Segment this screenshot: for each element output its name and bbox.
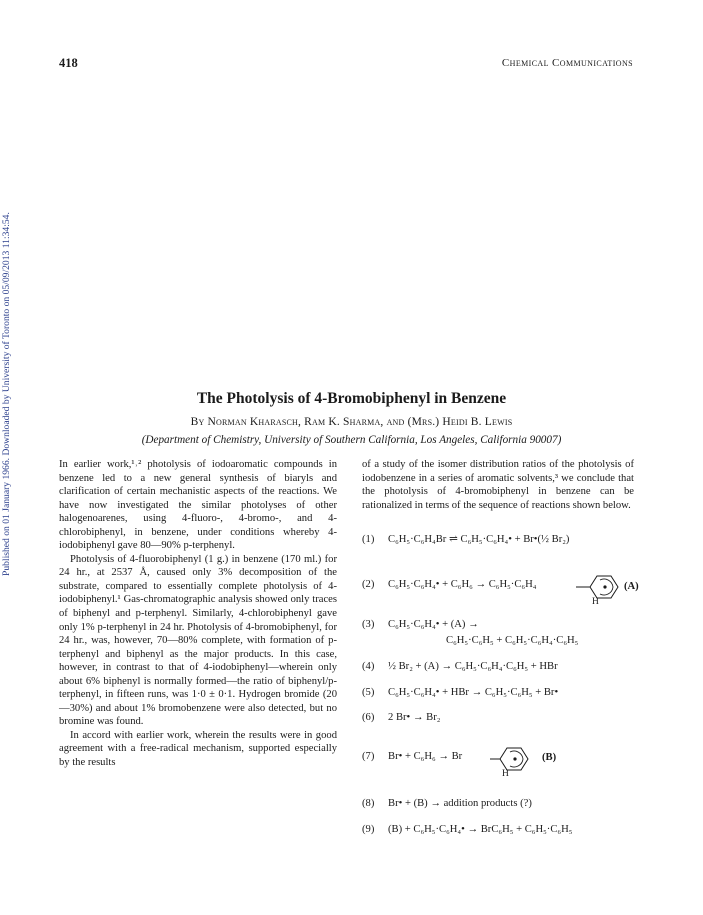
bromocyclohexadienyl-ring-icon [490,741,550,781]
paragraph: In accord with earlier work, wherein the results were in good agreement with a free-radical mechanism, supported especially by the results [59,729,337,769]
intermediate-label-b: (B) [542,752,557,763]
left-column [59,458,337,770]
reaction-equation: C₆H₅·C₆H₄Br ⇌ C₆H₅·C₆H₄• + Br•(½ Br₂) [388,534,570,545]
page-number: 418 [59,56,78,70]
paragraph: of a study of the isomer distribution ratios of the photolysis of iodobenzene in a series of aromatic solvents,³ we conclude that the photolysis of 4-bromobiphenyl in benzene can be rationalized in terms of the sequence of reactions shown below. [362,459,634,511]
reaction-number: (6) [362,712,375,723]
reaction-equation: Br• + C₆H₆ → Br [388,751,463,762]
reaction-5 [362,687,558,698]
ring-hydrogen-label: H [592,597,599,607]
download-stamp [1,156,15,576]
paragraph: In earlier work,¹˒² photolysis of iodoaromatic compounds in benzene led to a new general synthesis of biaryls and clarification of certain mechanistic aspects of the reactions. We have now investigated the similar photolyses of other halogenoarenes, using 4-fluoro-, 4-bromo-, and 4-chlorobiphenyl, in benzene, under conditions whereby 4-iodobiphenyl gave 80—90% p-terphenyl. [59,459,337,552]
reaction-2 [362,579,536,590]
reaction-number: (3) [362,619,375,630]
reaction-3 [362,619,479,630]
reaction-number: (8) [362,798,375,809]
reaction-number: (2) [362,579,375,590]
reaction-7 [362,751,462,762]
reaction-3-continuation: C₆H₅·C₆H₅ + C₆H₅·C₆H₄·C₆H₅ [446,635,579,646]
ring-hydrogen-label: H [502,769,509,779]
reaction-equation: ½ Br₂ + (A) → C₆H₅·C₆H₄·C₆H₅ + HBr [388,661,558,672]
article-title: The Photolysis of 4-Bromobiphenyl in Benzene [196,390,507,407]
reaction-equation: C₆H₅·C₆H₄• + (A) → [388,619,479,630]
article-affiliation: (Department of Chemistry, University of Southern California, Los Angeles, California 90007) [141,434,562,446]
reaction-equation: C₆H₅·C₆H₄• + HBr → C₆H₅·C₆H₅ + Br• [388,687,559,698]
paragraph: Photolysis of 4-fluorobiphenyl (1 g.) in benzene (170 ml.) for 24 hr., at 2537 Å, caused only 3% decomposition of the substrate, compared to essentially complete photolysis of 4-iodobiphenyl.¹ Gas-chromatographic analysis showed only traces of biphenyl and p-terphenyl. Similarly, 4-chlorobiphenyl gave only 1% p-terphenyl in 24 hr. Photolysis of 4-bromobiphenyl, for 24 hr., was, however, 70—80% complete, with formation of p-terphenyl and biphenyl as the major products. In this case, however, in contrast to that of 4-iodobiphenyl—wherein only about 6% biphenyl is normally formed—the ratio of biphenyl/p-terphenyl, in fifteen runs, was 1·0 ± 0·1. Hydrogen bromide (20—30%) and about 1% bromobenzene were also detected, but no bromine was found. [59,553,337,728]
reaction-equation: C₆H₅·C₆H₄• + C₆H₆ → C₆H₅·C₆H₄ [388,579,537,590]
article-authors: By Norman Kharasch, Ram K. Sharma, and (Mrs.) Heidi B. Lewis [190,416,513,428]
download-stamp-text: Published on 01 January 1966. Downloaded by University of Toronto on 05/09/2013 11:34:54. [1,212,12,576]
reaction-8 [362,798,532,809]
reaction-number: (5) [362,687,375,698]
reaction-number: (9) [362,824,375,835]
reaction-number: (7) [362,751,375,762]
journal-name: Chemical Communications [501,57,633,69]
reaction-4 [362,661,558,672]
reaction-number: (4) [362,661,375,672]
cyclohexadienyl-ring-icon [576,569,656,609]
reaction-6 [362,712,440,723]
reaction-equation: 2 Br• → Br₂ [388,712,441,723]
reaction-1 [362,533,569,545]
reaction-equation: (B) + C₆H₅·C₆H₄• → BrC₆H₅ + C₆H₅·C₆H₅ [388,824,573,835]
reaction-9 [362,824,572,835]
reaction-number: (1) [362,534,375,545]
reaction-equation: Br• + (B) → addition products (?) [388,798,532,809]
intermediate-label-a: (A) [624,581,639,592]
right-column [362,458,634,512]
